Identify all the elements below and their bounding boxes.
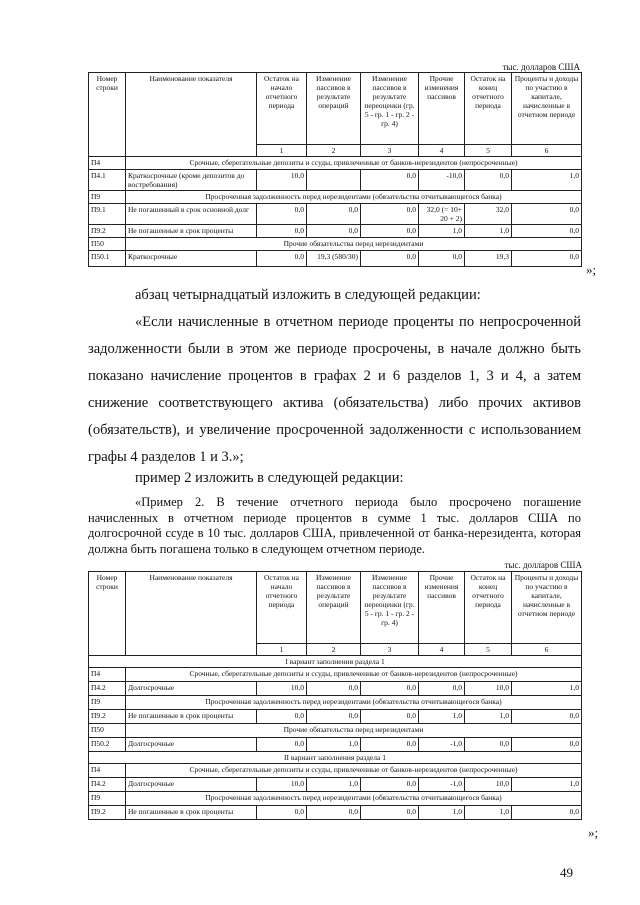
header-cell: Наименование показателя bbox=[126, 73, 257, 157]
table-row bbox=[89, 251, 582, 267]
table-row bbox=[89, 764, 582, 778]
value-cell: 0,0 bbox=[257, 251, 307, 267]
row-code: П9 bbox=[89, 792, 126, 806]
table1-unit: тыс. долларов США bbox=[502, 62, 580, 72]
page-number: 49 bbox=[560, 865, 573, 880]
table-row bbox=[89, 806, 582, 820]
header-cell: Номер строки bbox=[89, 73, 126, 157]
table-row bbox=[89, 238, 582, 251]
table-row bbox=[89, 778, 582, 792]
value-cell: 1,0 bbox=[465, 806, 512, 820]
header-cell: Остаток на начало отчетного периода bbox=[257, 572, 307, 644]
column-number-cell: 4 bbox=[419, 145, 465, 157]
section-title: Срочные, сберегательные депозиты и ссуды, привлеченные от банков-нерезидентов (непросроченные) bbox=[126, 157, 582, 170]
row-code: П9 bbox=[89, 696, 126, 710]
value-cell: -1,0 bbox=[419, 738, 465, 752]
row-code: П4 bbox=[89, 668, 126, 682]
column-number-cell: 6 bbox=[512, 644, 582, 656]
row-code: П4.2 bbox=[89, 778, 126, 792]
table-row bbox=[89, 752, 582, 764]
value-cell: 0,0 bbox=[512, 251, 582, 267]
row-name: Краткосрочные (кроме депозитов до востребования) bbox=[126, 170, 257, 191]
table-row bbox=[89, 170, 582, 191]
section-title: Прочие обязательства перед нерезидентами bbox=[126, 238, 582, 251]
value-cell: 0,0 bbox=[257, 225, 307, 238]
value-cell: 0,0 bbox=[512, 806, 582, 820]
value-cell: 0,0 bbox=[361, 682, 419, 696]
table-row bbox=[89, 724, 582, 738]
column-number-cell: 3 bbox=[361, 644, 419, 656]
table-row bbox=[89, 738, 582, 752]
row-name: Краткосрочные bbox=[126, 251, 257, 267]
value-cell: 0,0 bbox=[361, 204, 419, 225]
row-code: П9.1 bbox=[89, 204, 126, 225]
value-cell: 10,0 bbox=[257, 778, 307, 792]
column-number-cell: 2 bbox=[307, 145, 361, 157]
header-cell: Прочие изменения пассивов bbox=[419, 572, 465, 644]
section-title: Срочные, сберегательные депозиты и ссуды, привлеченные от банков-нерезидентов (непросроченные) bbox=[126, 668, 582, 682]
variant-heading: I вариант заполнения раздела 1 bbox=[89, 656, 582, 668]
row-name: Не погашенные в срок проценты bbox=[126, 225, 257, 238]
value-cell: 1,0 bbox=[512, 778, 582, 792]
value-cell: 0,0 bbox=[257, 204, 307, 225]
value-cell: 0,0 bbox=[465, 738, 512, 752]
section-title: Просроченная задолженность перед нерезидентами (обязательства отчитывающегося банка) bbox=[126, 696, 582, 710]
row-name: Не погашенные в срок проценты bbox=[126, 806, 257, 820]
header-cell: Номер строки bbox=[89, 572, 126, 656]
value-cell: 0,0 bbox=[512, 738, 582, 752]
row-code: П9 bbox=[89, 191, 126, 204]
column-number-cell: 3 bbox=[361, 145, 419, 157]
value-cell: 10,0 bbox=[465, 682, 512, 696]
table-1 bbox=[88, 72, 582, 267]
table-row bbox=[89, 656, 582, 668]
value-cell: 0,0 bbox=[361, 225, 419, 238]
header-cell: Прочие изменения пассивов bbox=[419, 73, 465, 145]
column-number-cell: 4 bbox=[419, 644, 465, 656]
table-row bbox=[89, 668, 582, 682]
row-code: П9.2 bbox=[89, 225, 126, 238]
header-cell: Проценты и доходы по участию в капитале, начисленные в отчетном периоде bbox=[512, 73, 582, 145]
row-code: П9.2 bbox=[89, 710, 126, 724]
table-row bbox=[89, 225, 582, 238]
header-cell: Остаток на конец отчетного периода bbox=[465, 73, 512, 145]
value-cell: 19,3 (580/30) bbox=[307, 251, 361, 267]
value-cell: 0,0 bbox=[419, 682, 465, 696]
value-cell: 1,0 bbox=[512, 682, 582, 696]
value-cell: 0,0 bbox=[307, 225, 361, 238]
value-cell: 32,0 (= 10+ 20 + 2) bbox=[419, 204, 465, 225]
value-cell: 0,0 bbox=[257, 806, 307, 820]
row-code: П4 bbox=[89, 764, 126, 778]
value-cell: 19,3 bbox=[465, 251, 512, 267]
value-cell: 0,0 bbox=[361, 806, 419, 820]
header-cell: Изменение пассивов в результате переоценки (гр. 5 - гр. 1 - гр. 2 - гр. 4) bbox=[361, 572, 419, 644]
value-cell bbox=[307, 170, 361, 191]
header-cell: Изменение пассивов в результате операций bbox=[307, 73, 361, 145]
table-row bbox=[89, 682, 582, 696]
table-2 bbox=[88, 571, 582, 820]
table-row bbox=[89, 204, 582, 225]
section-title: Срочные, сберегательные депозиты и ссуды, привлеченные от банков-нерезидентов (непросроченные) bbox=[126, 764, 582, 778]
row-code: П50.2 bbox=[89, 738, 126, 752]
row-name: Долгосрочные bbox=[126, 778, 257, 792]
value-cell: 1,0 bbox=[307, 778, 361, 792]
value-cell: 10,0 bbox=[257, 170, 307, 191]
row-name: Не погашенный в срок основной долг bbox=[126, 204, 257, 225]
row-name: Не погашенные в срок проценты bbox=[126, 710, 257, 724]
column-number-cell: 6 bbox=[512, 145, 582, 157]
value-cell: 0,0 bbox=[361, 170, 419, 191]
row-code: П50.1 bbox=[89, 251, 126, 267]
section-title: Просроченная задолженность перед нерезидентами (обязательства отчитывающегося банка) bbox=[126, 792, 582, 806]
intro-paragraph: абзац четырнадцатый изложить в следующей редакции: bbox=[135, 287, 481, 303]
value-cell: 1,0 bbox=[465, 710, 512, 724]
row-code: П50 bbox=[89, 238, 126, 251]
value-cell: 0,0 bbox=[307, 204, 361, 225]
table-row bbox=[89, 792, 582, 806]
header-cell: Проценты и доходы по участию в капитале, начисленные в отчетном периоде bbox=[512, 572, 582, 644]
table-row bbox=[89, 191, 582, 204]
value-cell: 0,0 bbox=[257, 710, 307, 724]
section-title: Прочие обязательства перед нерезидентами bbox=[126, 724, 582, 738]
row-code: П4 bbox=[89, 157, 126, 170]
example-intro-paragraph: пример 2 изложить в следующей редакции: bbox=[135, 470, 404, 486]
table-row bbox=[89, 696, 582, 710]
value-cell: -1,0 bbox=[419, 778, 465, 792]
value-cell: 10,0 bbox=[465, 778, 512, 792]
row-code: П4.1 bbox=[89, 170, 126, 191]
header-cell: Изменение пассивов в результате переоценки (гр. 5 - гр. 1 - гр. 2 - гр. 4) bbox=[361, 73, 419, 145]
section-title: Просроченная задолженность перед нерезидентами (обязательства отчитывающегося банка) bbox=[126, 191, 582, 204]
value-cell: 0,0 bbox=[512, 710, 582, 724]
value-cell: 10,0 bbox=[257, 682, 307, 696]
row-code: П4.2 bbox=[89, 682, 126, 696]
value-cell: 1,0 bbox=[465, 225, 512, 238]
row-name: Долгосрочные bbox=[126, 738, 257, 752]
header-cell: Изменение пассивов в результате операций bbox=[307, 572, 361, 644]
variant-heading: II вариант заполнения раздела 1 bbox=[89, 752, 582, 764]
row-code: П50 bbox=[89, 724, 126, 738]
value-cell: 0,0 bbox=[361, 778, 419, 792]
row-code: П9.2 bbox=[89, 806, 126, 820]
value-cell: 1,0 bbox=[419, 225, 465, 238]
example-paragraph: «Пример 2. В течение отчетного периода было просрочено погашение начисленных в отчетном периоде процентов в сумме 1 тыс. долларов США по долгосрочной ссуде в 10 тыс. долларов США, привлеченной от банка-нерезидента, которая должна быть погашена только в следующем отчетном периоде. bbox=[88, 495, 581, 556]
column-number-cell: 2 bbox=[307, 644, 361, 656]
value-cell: 1,0 bbox=[419, 806, 465, 820]
value-cell: 0,0 bbox=[361, 738, 419, 752]
header-cell: Остаток на конец отчетного периода bbox=[465, 572, 512, 644]
value-cell: 1,0 bbox=[512, 170, 582, 191]
value-cell: 0,0 bbox=[307, 806, 361, 820]
table2-closing-quote: »; bbox=[588, 825, 599, 840]
row-name: Долгосрочные bbox=[126, 682, 257, 696]
value-cell: 0,0 bbox=[361, 251, 419, 267]
value-cell: 0,0 bbox=[465, 170, 512, 191]
header-cell: Остаток на начало отчетного периода bbox=[257, 73, 307, 145]
value-cell: 0,0 bbox=[419, 251, 465, 267]
value-cell: 1,0 bbox=[419, 710, 465, 724]
table-row bbox=[89, 157, 582, 170]
quoted-paragraph: «Если начисленные в отчетном периоде проценты по непросроченной задолженности были в этом же периоде просрочены, в начале должно быть показано начисление процентов в графах 2 и 6 разделов 1, 3 и 4, а затем снижение соответствующего актива (обязательства) либо прочих активов (обязательств), и увеличение просроченной задолженности с использованием графы 4 разделов 1 и 3.»; bbox=[88, 314, 581, 465]
column-number-cell: 1 bbox=[257, 145, 307, 157]
value-cell: 0,0 bbox=[361, 710, 419, 724]
value-cell: 1,0 bbox=[307, 738, 361, 752]
column-number-cell: 1 bbox=[257, 644, 307, 656]
column-number-cell: 5 bbox=[465, 644, 512, 656]
header-cell: Наименование показателя bbox=[126, 572, 257, 656]
table2-unit: тыс. долларов США bbox=[504, 560, 582, 570]
value-cell: 32,0 bbox=[465, 204, 512, 225]
value-cell: 0,0 bbox=[307, 710, 361, 724]
column-number-cell: 5 bbox=[465, 145, 512, 157]
table-row bbox=[89, 710, 582, 724]
value-cell: 0,0 bbox=[307, 682, 361, 696]
value-cell: 0,0 bbox=[512, 225, 582, 238]
value-cell: 0,0 bbox=[257, 738, 307, 752]
value-cell: 0,0 bbox=[512, 204, 582, 225]
table1-closing-quote: »; bbox=[586, 262, 597, 277]
value-cell: -10,0 bbox=[419, 170, 465, 191]
